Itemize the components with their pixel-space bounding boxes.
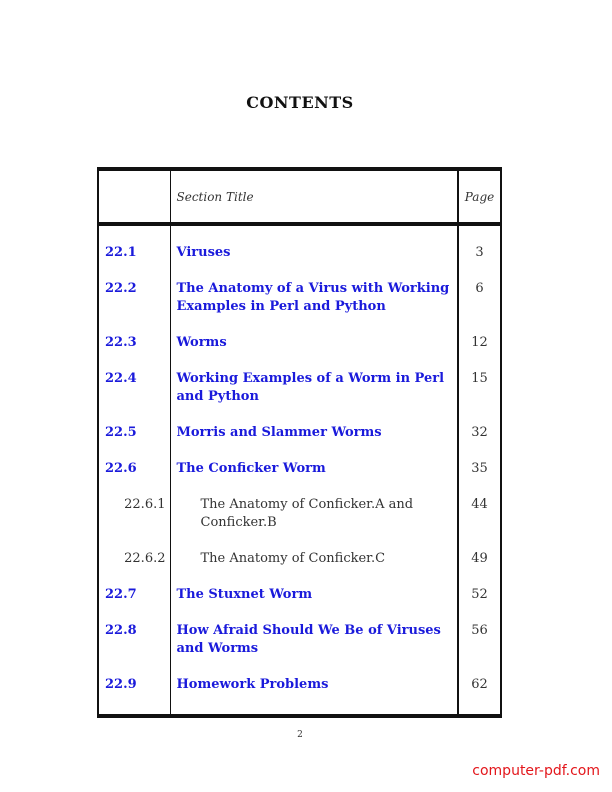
section-link[interactable]: Homework Problems xyxy=(176,677,329,692)
section-title[interactable] xyxy=(170,604,458,658)
section-link[interactable]: Viruses xyxy=(176,245,231,260)
section-link[interactable]: The Stuxnet Worm xyxy=(176,587,313,602)
page-number: 2 xyxy=(297,730,303,740)
table-row xyxy=(98,568,501,604)
subsection-text: The Anatomy of Conficker.C xyxy=(200,551,386,566)
header-page: Page xyxy=(458,169,501,224)
section-number: 22.6.2 xyxy=(98,532,170,568)
section-link[interactable]: Working Examples of a Worm in Perl and Python xyxy=(176,371,445,404)
section-title[interactable] xyxy=(170,316,458,352)
section-title[interactable] xyxy=(170,262,458,316)
page-ref: 3 xyxy=(458,224,501,262)
section-number[interactable]: 22.2 xyxy=(98,262,170,316)
page-ref: 49 xyxy=(458,532,501,568)
table-row xyxy=(98,316,501,352)
section-number[interactable]: 22.6 xyxy=(98,442,170,478)
section-link[interactable]: How Afraid Should We Be of Viruses and Worms xyxy=(176,623,441,656)
page-ref: 35 xyxy=(458,442,501,478)
page-ref: 44 xyxy=(458,478,501,532)
table-row xyxy=(98,658,501,716)
contents-table xyxy=(97,167,502,718)
page-ref: 62 xyxy=(458,658,501,716)
table-row xyxy=(98,478,501,532)
section-number: 22.6.1 xyxy=(98,478,170,532)
table-row xyxy=(98,442,501,478)
section-link[interactable]: Worms xyxy=(176,335,227,350)
section-link[interactable]: The Conficker Worm xyxy=(176,461,326,476)
page-ref: 32 xyxy=(458,406,501,442)
header-number xyxy=(98,169,170,224)
table-row xyxy=(98,406,501,442)
section-number[interactable]: 22.8 xyxy=(98,604,170,658)
section-title[interactable] xyxy=(170,568,458,604)
section-number[interactable]: 22.7 xyxy=(98,568,170,604)
section-number[interactable]: 22.3 xyxy=(98,316,170,352)
table-row xyxy=(98,532,501,568)
section-number[interactable]: 22.9 xyxy=(98,658,170,716)
section-link[interactable]: Morris and Slammer Worms xyxy=(176,425,382,440)
section-link[interactable]: Working Examples in Perl and Python xyxy=(176,281,450,314)
section-number[interactable]: 22.4 xyxy=(98,352,170,406)
page-title: CONTENTS xyxy=(246,93,354,112)
section-link[interactable]: The Anatomy of a Virus with xyxy=(176,281,388,296)
section-title[interactable] xyxy=(170,406,458,442)
table-row xyxy=(98,262,501,316)
page-ref: 52 xyxy=(458,568,501,604)
section-title[interactable] xyxy=(170,224,458,262)
section-number[interactable]: 22.5 xyxy=(98,406,170,442)
page-ref: 15 xyxy=(458,352,501,406)
section-number[interactable]: 22.1 xyxy=(98,224,170,262)
watermark: computer-pdf.com xyxy=(472,763,600,779)
subsection-text: The Anatomy of Conficker.A and Conficker.B xyxy=(200,497,414,530)
section-title[interactable] xyxy=(170,352,458,406)
section-title xyxy=(170,478,458,532)
section-title[interactable] xyxy=(170,658,458,716)
page-ref: 12 xyxy=(458,316,501,352)
table-row xyxy=(98,604,501,658)
table-row xyxy=(98,224,501,262)
header-section-title: Section Title xyxy=(170,169,458,224)
page-ref: 6 xyxy=(458,262,501,316)
section-title xyxy=(170,532,458,568)
page-ref: 56 xyxy=(458,604,501,658)
section-title[interactable] xyxy=(170,442,458,478)
table-header-row xyxy=(98,169,501,224)
table-row xyxy=(98,352,501,406)
